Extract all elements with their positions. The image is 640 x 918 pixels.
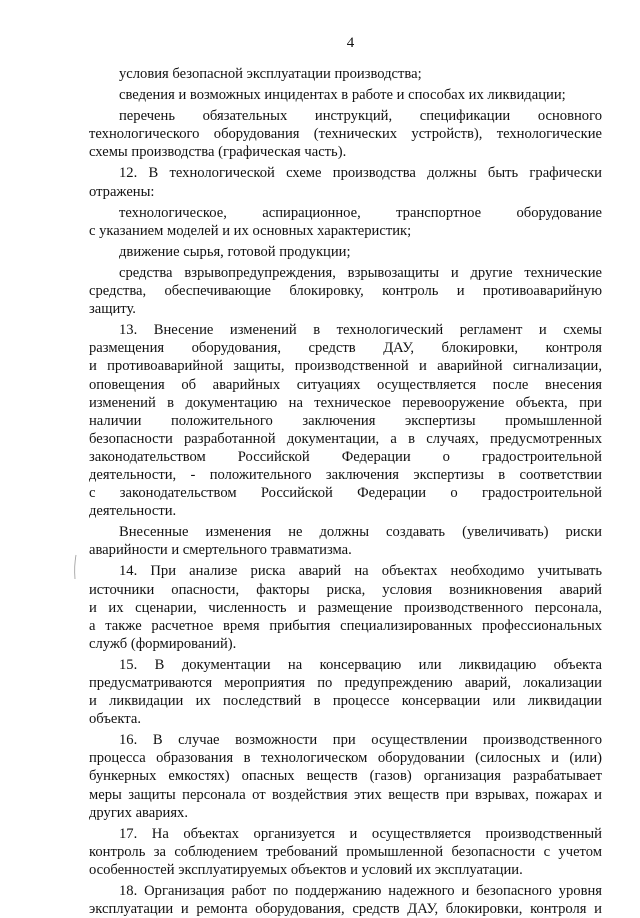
text-line: и противоаварийной защиты, производственной и аварийной сигнализации, bbox=[89, 358, 602, 375]
text-line: технологического оборудования (технических устройств), технологические bbox=[89, 126, 602, 143]
text-line: защиту. bbox=[89, 301, 136, 318]
text-line: а также расчетное время прибытия специализированных профессиональных bbox=[89, 617, 602, 634]
text-line: других авариях. bbox=[89, 804, 188, 821]
text-line: с указанием моделей и их основных характеристик; bbox=[89, 222, 412, 239]
text-line: 13. Внесение изменений в технологический регламент и схемы bbox=[119, 322, 602, 339]
text-line: оповещения об аварийных ситуациях осуществляется после внесения bbox=[89, 376, 602, 393]
text-line: условия безопасной эксплуатации производства; bbox=[119, 66, 422, 82]
paragraph bbox=[89, 164, 602, 200]
text-line: 18. Организация работ по поддержанию надежного и безопасного уровня bbox=[119, 883, 602, 900]
text-line: безопасности разработанной документации, а в случаях, предусмотренных bbox=[89, 430, 602, 447]
text-line: особенностей эксплуатируемых объектов и условий их эксплуатации. bbox=[89, 861, 523, 878]
text-line: 14. При анализе риска аварий на объектах необходимо учитывать bbox=[119, 563, 602, 580]
text-line: средства, обеспечивающие блокировку, контроль и противоаварийную bbox=[89, 283, 602, 300]
text-line: бункерных емкостях) опасных веществ (газов) организация разрабатывает bbox=[89, 768, 602, 785]
text-line: изменений в документацию на техническое перевооружение объекта, при bbox=[89, 394, 602, 411]
document-body bbox=[89, 65, 602, 918]
paragraph bbox=[89, 204, 602, 240]
text-line: 15. В документации на консервацию или ликвидацию объекта bbox=[119, 656, 602, 673]
text-line: законодательством Российской Федерации о градостроительной bbox=[89, 448, 602, 465]
paragraph bbox=[89, 65, 602, 83]
text-line: сведения и возможных инцидентах в работе и способах их ликвидации; bbox=[119, 87, 566, 104]
text-line: технологическое, аспирационное, транспортное оборудование bbox=[119, 204, 602, 221]
text-line: с законодательством Российской Федерации о градостроительной bbox=[89, 485, 602, 502]
text-line: процесса образования в технологическом оборудовании (силосных и (или) bbox=[89, 750, 602, 767]
text-line: и ликвидации их последствий в процессе консервации или ликвидации bbox=[89, 693, 602, 710]
paragraph bbox=[89, 523, 602, 559]
paragraph bbox=[89, 107, 602, 161]
paragraph bbox=[89, 321, 602, 520]
text-line: 12. В технологической схеме производства должны быть графически bbox=[119, 165, 602, 182]
text-line: средства взрывопредупреждения, взрывозащиты и другие технические bbox=[119, 264, 602, 281]
text-line: предусматриваются мероприятия по предупреждению аварий, локализации bbox=[89, 675, 602, 691]
text-line: перечень обязательных инструкций, спецификации основного bbox=[119, 108, 602, 125]
paragraph bbox=[89, 264, 602, 318]
text-line: размещения оборудования, средств ДАУ, блокировки, контроля bbox=[89, 340, 602, 357]
text-line: деятельности. bbox=[89, 503, 177, 520]
page-number: 4 bbox=[346, 35, 355, 51]
text-line: и их сценарии, численность и размещение производственного персонала, bbox=[89, 599, 602, 616]
text-line: деятельности, - положительного заключения экспертизы в соответствии bbox=[89, 466, 602, 483]
text-line: схемы производства (графическая часть). bbox=[89, 144, 347, 161]
text-line: 17. На объектах организуется и осуществляется производственный bbox=[119, 825, 602, 842]
text-line: движение сырья, готовой продукции; bbox=[119, 243, 351, 260]
paragraph bbox=[89, 656, 602, 728]
paragraph bbox=[89, 731, 602, 821]
paragraph bbox=[89, 825, 602, 879]
text-line: эксплуатации и ремонта оборудования, средств ДАУ, блокировки, контроля и bbox=[89, 901, 602, 918]
text-line: объекта. bbox=[89, 711, 141, 728]
text-line: меры защиты персонала от воздействия этих веществ при взрывах, пожарах и bbox=[89, 786, 602, 803]
text-line: отражены: bbox=[89, 183, 155, 200]
text-line: источники опасности, факторы риска, условия возникновения аварий bbox=[89, 581, 602, 598]
paragraph bbox=[89, 562, 602, 652]
paragraph bbox=[89, 86, 602, 104]
margin-mark bbox=[72, 554, 78, 580]
text-line: служб (формирований). bbox=[89, 635, 237, 652]
paragraph bbox=[89, 243, 602, 261]
text-line: Внесенные изменения не должны создавать (увеличивать) риски bbox=[119, 524, 602, 541]
text-line: наличии положительного заключения экспертизы промышленной bbox=[89, 412, 602, 429]
paragraph bbox=[89, 882, 602, 918]
text-line: контроль за соблюдением требований промышленной безопасности с учетом bbox=[89, 843, 602, 860]
text-line: 16. В случае возможности при осуществлении производственного bbox=[119, 732, 602, 749]
text-line: аварийности и смертельного травматизма. bbox=[89, 542, 352, 559]
